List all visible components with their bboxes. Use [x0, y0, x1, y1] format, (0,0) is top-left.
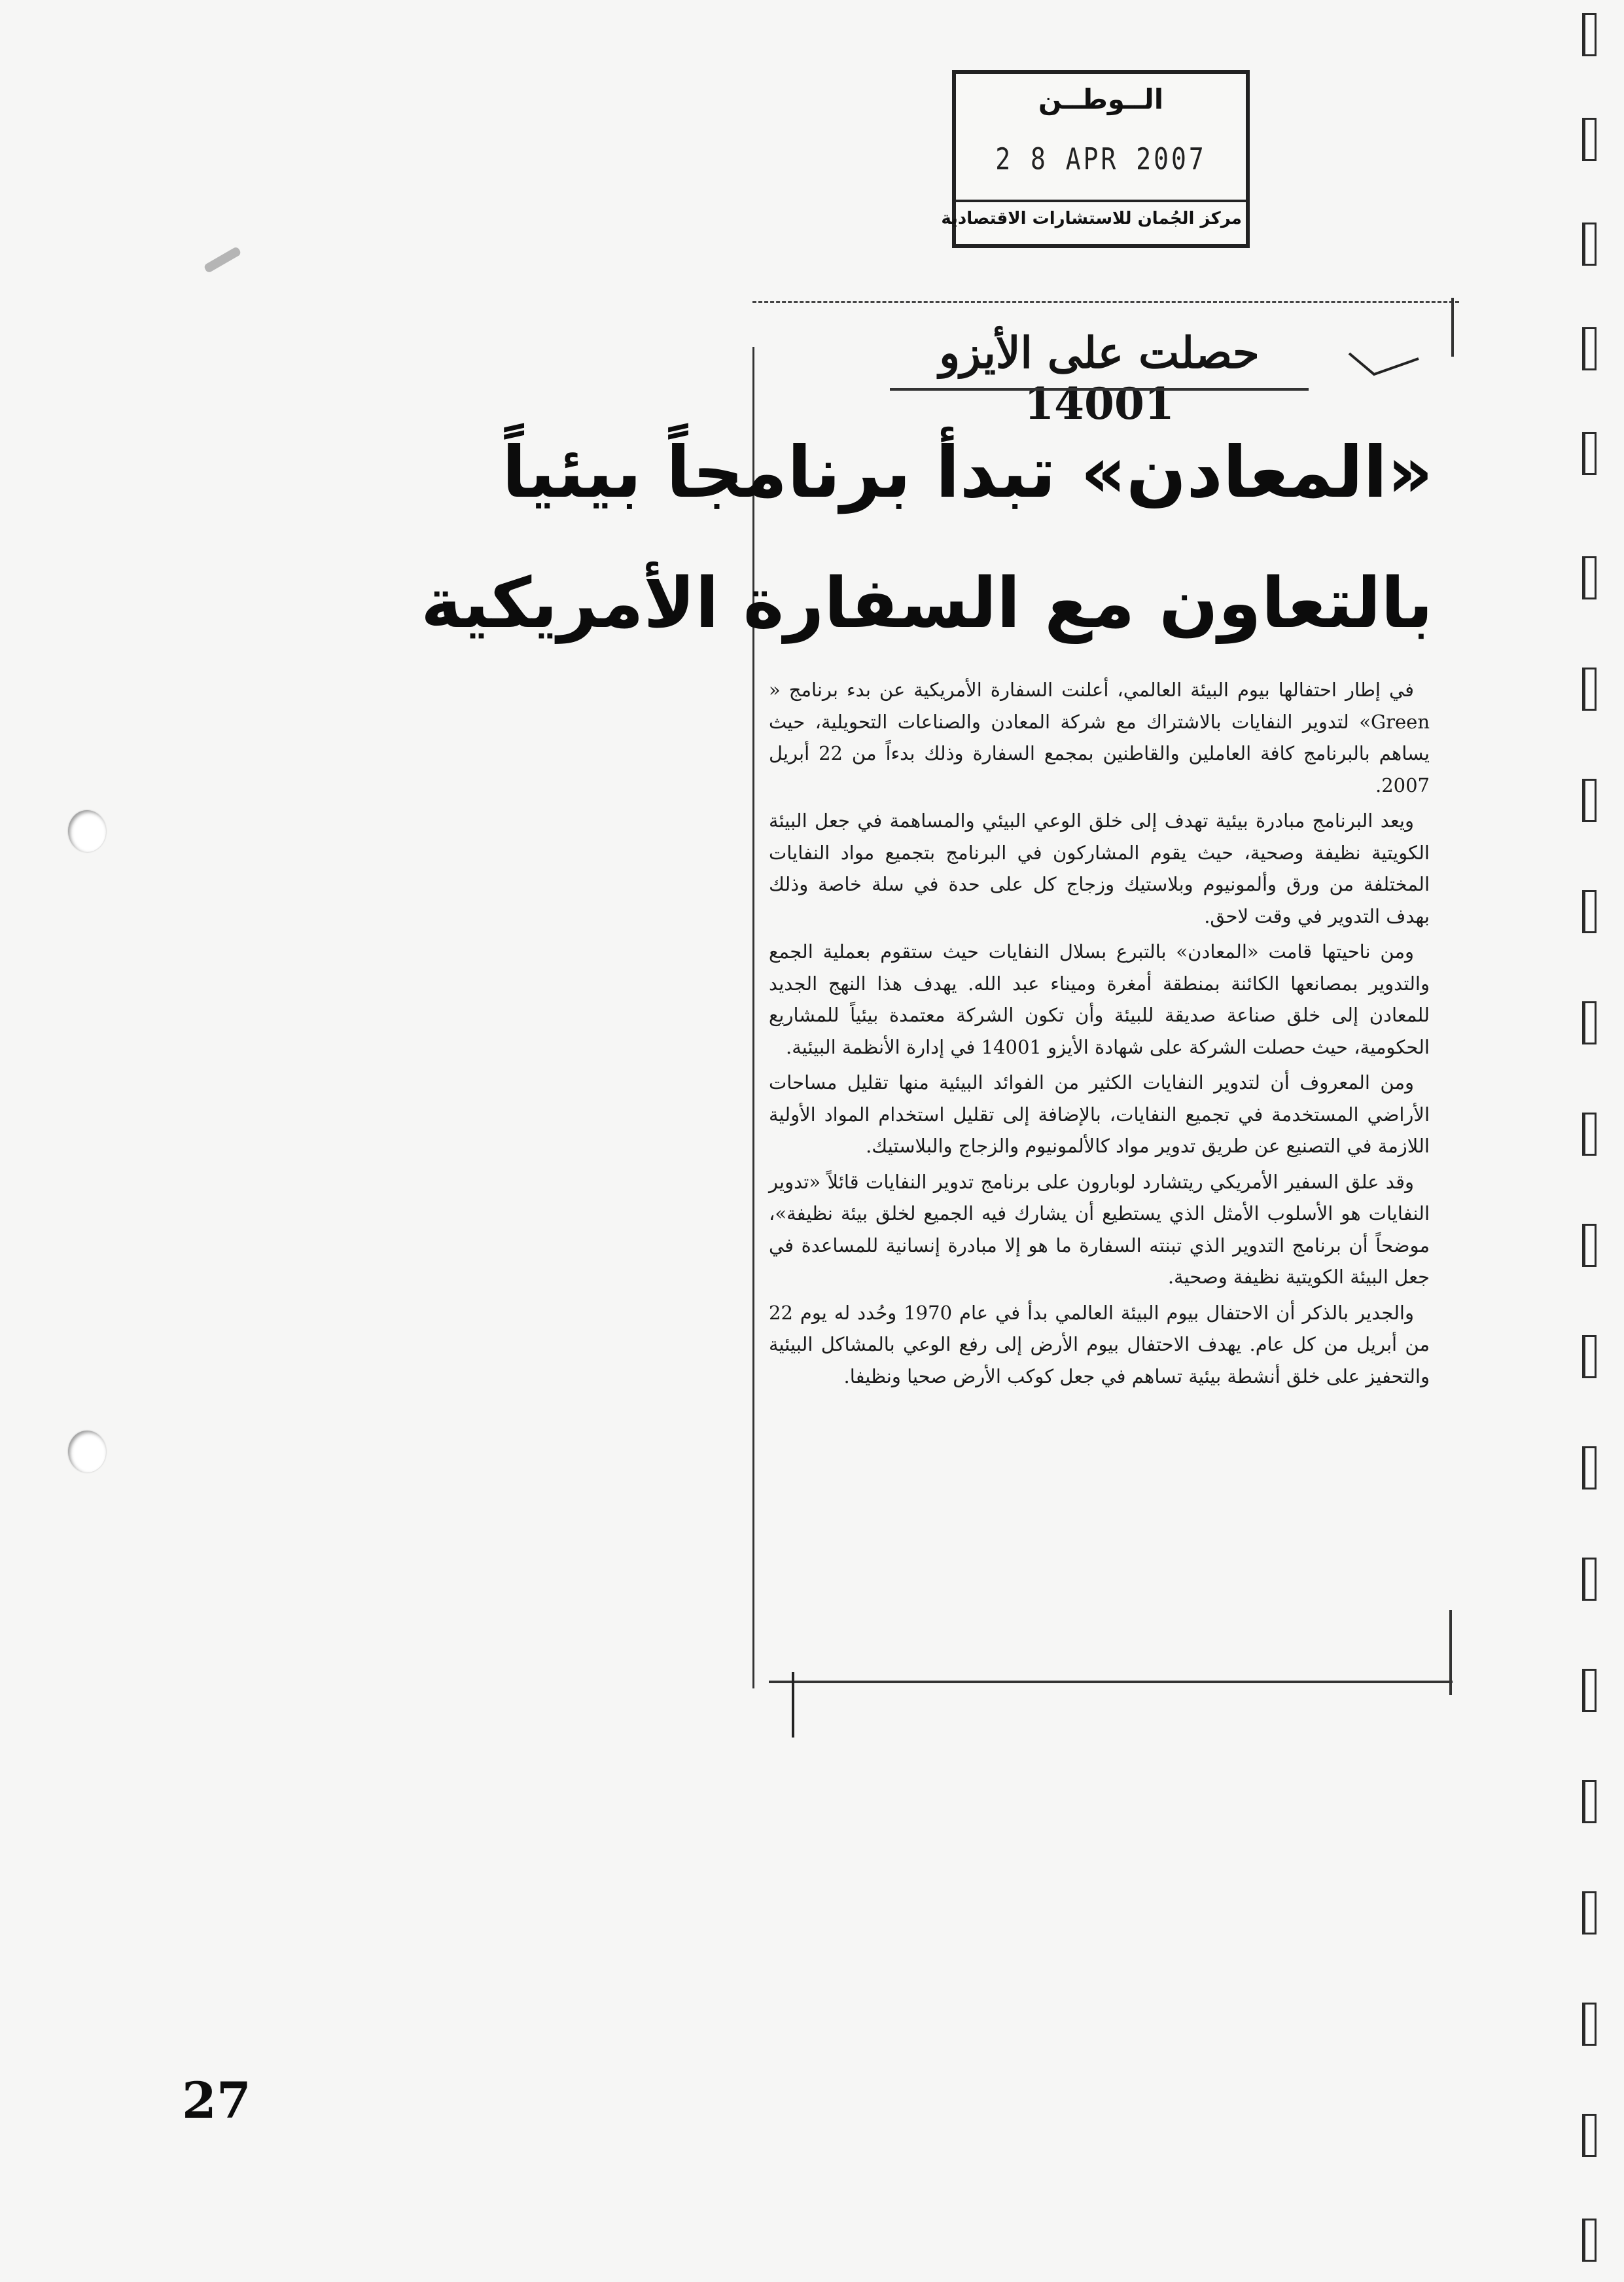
binder-edge-mark [1582, 13, 1597, 56]
binder-edge-mark [1582, 1224, 1597, 1267]
kicker-underline [890, 388, 1309, 391]
binder-edge-mark [1582, 1891, 1597, 1934]
binder-edge-mark [1582, 223, 1597, 266]
stamp-date: 2 8 APR 2007 [995, 141, 1207, 177]
checkmark-icon [1348, 347, 1420, 380]
binder-edge-mark [1582, 668, 1597, 711]
article-paragraph: وقد علق السفير الأمريكي ريتشارد لوبارون على برنامج تدوير النفايات قائلاً «تدوير النفايات هو الأسلوب الأمثل الذي يستطيع أن يشارك فيه الجميع لخلق بيئة نظيفة»، موضحاً أن برنامج التدوير الذي تبنته السفارة ما هو إلا مبادرة إنسانية للمساعدة في جعل البيئة الكويتية نظيفة وصحية. [769, 1170, 1430, 1288]
article-kicker: حصلت على الأيزو 14001 [939, 327, 1260, 429]
article-paragraph: ومن المعروف أن لتدوير النفايات الكثير من الفوائد البيئية منها تقليل مساحات الأراضي المستخدمة في تجميع النفايات، بالإضافة إلى تقليل استخدام المواد الأولية اللازمة في التصنيع عن طريق تدوير مواد كالألمونيوم والزجاج والبلاستيك. [769, 1071, 1430, 1157]
binder-hole [68, 1431, 106, 1472]
clipping-cut-mark [792, 1672, 794, 1738]
article-paragraph: ويعد البرنامج مبادرة بيئية تهدف إلى خلق الوعي البيئي والمساهمة في جعل البيئة الكويتية نظيفة وصحية، حيث يقوم المشاركون في البرنامج بتجميع مواد النفايات المختلفة من ورق وألمونيوم وبلاستيك وزجاج كل على حدة في سلة خاصة وذلك بهدف التدوير في وقت لاحق. [769, 810, 1430, 927]
page-number: 27 [182, 2071, 251, 2130]
binder-edge-mark [1582, 1446, 1597, 1489]
clipping-left-edge [752, 347, 754, 1688]
binder-edge-mark [1582, 118, 1597, 161]
stamp-newspaper-name: الــوطــن [1038, 83, 1164, 115]
stamp-center-name: مركز الجُمان للاستشارات الاقتصادية [941, 209, 1242, 228]
binder-edge-mark [1582, 432, 1597, 475]
clipping-bottom-edge [769, 1681, 1453, 1683]
binder-edge-mark [1582, 327, 1597, 370]
binder-edge-mark [1582, 2219, 1597, 2262]
clipping-top-edge [752, 301, 1459, 303]
binder-edge-mark [1582, 1669, 1597, 1712]
article-paragraph: والجدير بالذكر أن الاحتفال بيوم البيئة العالمي بدأ في عام 1970 وحُدد له يوم 22 من أبريل من كل عام. يهدف الاحتفال بيوم الأرض إلى رفع الوعي بالمشاكل البيئية والتحفيز على خلق أنشطة بيئية تساهم في جعل كوكب الأرض صحيا ونظيفا. [769, 1301, 1430, 1387]
binder-edge-mark [1582, 1001, 1597, 1044]
binder-edge-mark [1582, 556, 1597, 599]
binder-hole [68, 810, 106, 852]
scan-smudge [203, 246, 242, 274]
binder-edge-mark [1582, 779, 1597, 822]
binder-edge-mark [1582, 1780, 1597, 1823]
binder-edge-mark [1582, 1558, 1597, 1601]
article-paragraph: في إطار احتفالها بيوم البيئة العالمي، أعلنت السفارة الأمريكية عن بدء برنامج « Green» لتدوير النفايات بالاشتراك مع شركة المعادن والصناعات التحويلية، حيث يساهم بالبرنامج كافة العاملين والقاطنين بمجمع السفارة وذلك بدءاً من 22 أبريل 2007. [769, 679, 1430, 796]
article-body [769, 674, 1430, 1396]
archive-stamp [941, 70, 1250, 248]
article-headline-line1: «المعادن» تبدأ برنامجاً بيئياً [502, 432, 1433, 514]
stamp-divider [956, 200, 1246, 202]
binder-edge-mark [1582, 1335, 1597, 1378]
article-paragraph: ومن ناحيتها قامت «المعادن» بالتبرع بسلال النفايات حيث ستقوم بعملية الجمع والتدوير بمصانعها الكائنة بمنطقة أمغرة وميناء عبد الله. يهدف هذا النهج الجديد للمعادن إلى خلق صناعة صديقة للبيئة وأن تكون الشركة معتمدة بيئياً للمشاريع الحكومية، حيث حصلت الشركة على شهادة الأيزو 14001 في إدارة الأنظمة البيئية. [769, 940, 1430, 1058]
binder-edge-mark [1582, 890, 1597, 933]
binder-edge-mark [1582, 2114, 1597, 2157]
binder-edge-mark [1582, 1113, 1597, 1156]
clipping-right-mark [1451, 298, 1454, 357]
article-headline-line2: بالتعاون مع السفارة الأمريكية [421, 563, 1433, 643]
binder-edge-mark [1582, 2003, 1597, 2046]
